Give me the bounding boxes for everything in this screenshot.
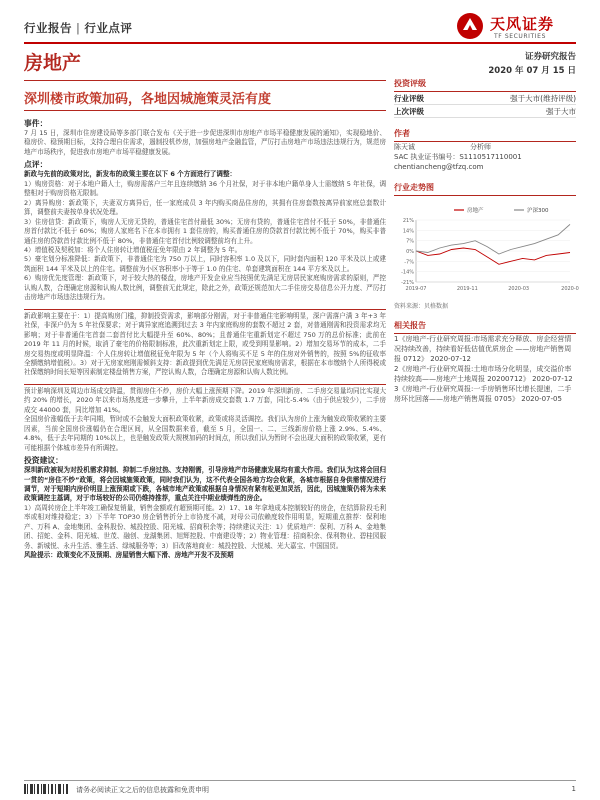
trend-heading: 行业走势图 <box>394 182 576 196</box>
x-tick-label: 2020-03 <box>508 286 530 292</box>
related-report-1[interactable]: 1《房地产-行业研究周报:市场需求充分释放、房企经营情况持续改善，持续看好低估值优质房企 ——房地产销售周报 0712》 2020-07-12 <box>394 335 572 363</box>
trend-chart-svg <box>394 202 579 297</box>
point-3: 3）住房信贷：新政策下，购房人无房无贷的，普通住宅首付最低 30%；无房有贷的，普通住宅首付不低于 50%，非普通住房首付款比不低于 60%；购房人家庭名下在本市拥有 1 套住房的，购买普通住房的贷款首付款比例不低于 70%，购买非普通住房的贷款首付款比例不低于 80%，非普通住宅首付比例较调整前均有上升。 <box>24 217 386 245</box>
prev-rating-value: 强于大市 <box>546 107 576 116</box>
logo-mark-icon <box>456 12 484 40</box>
series-line-2 <box>416 224 570 254</box>
event-paragraph: 7 月 15 日，深圳市住房建设局等多部门联合发布《关于进一步促进深圳市房地产市场平稳健康发展的通知》，实现稳地价、稳房价、稳预期目标，支持合理自住需求，遏制投机炒房，加强房地产金融监管，严厉打击房地产市场违法违规行为，规范房地产市场秩序，促进我市房地产市场平稳健康发展。 <box>24 129 386 156</box>
title-divider-top <box>24 80 386 81</box>
main-content <box>24 116 386 561</box>
investment-picks: 1）高周转房企上半年竣工确保复销量，销售金额或有超预期可能。2）17、18 年拿地成本控制较好的房企，在结算阶段毛利率或相对维持稳定；3）下半年 TOP30 房企销售折分上市协度不减，对母公司依赖度较作用明显，短期重点推荐：保利地产、万科 A、金地集团、金科股份、城投控股、阳光城、招商积余等；持续建议关注：1）优质地产：保利、万科 A、金地集团、招蛇、金科、阳光城、世茂、融创、龙湖集团、旭辉控股、中南建设等；2）物业管理：招商积余、保利物业、碧桂园服务、新城悦、永升生活、雅生活、绿城服务等；3）旧改落地商业：城投控股、大悦城、光大嘉宝、中国国贸。 <box>24 503 386 550</box>
comment-heading: 点评： <box>24 160 48 170</box>
point-1: 1）购房资格：对于本地户籍人士，购房需落户三年且连续缴纳 36 个月社保，对于非本地户籍单身人士需缴纳 5 年社保，调整相对于购房资格无限制。 <box>24 179 386 198</box>
breadcrumb-subcategory: 行业点评 <box>84 21 133 35</box>
y-tick-label: 0% <box>406 249 414 255</box>
impact-paragraph: 新政影响主要在于：1）提高购房门槛，抑制投资需求，影响部分刚需，对于非普通住宅影响明显，深户需落户满 3 年+3 年社保，非深户仍为 5 年社保要求；对于离异家庭追溯到过去 3 年内家庭购房的套数不超过 2 套，对普通刚需和投资需求均无影响；对于非普通住宅首套二套首付比大幅提升至 60%、80%；且普通住宅重新划定不超过 750 万的总价标准；此前在 2019 年 11 月的时候，取消了豪宅的价格限制标准，此次重新划定上限，或受到明显影响。2）增加交易环节的成本，二手房交易热度或明显降温：个人住房转让增值税征免年限为 5 年（个人将购买不足 5 年的住房对外销售的，按照 5%的征收率全额缴纳增值税）。3）对于无房家庭刚需倾斜支持：新政提到优先满足无房居民家庭购房需求，根据在本市缴纳个人所得税或社保缴纳时间长短等因素制定楼盘销售方案，严控认购人数，合理确定房源和认购人数比例。 <box>24 309 386 378</box>
industry-rating-value: 强于大市(维持评级) <box>510 94 576 103</box>
logo-text-en: TF SECURITIES <box>494 33 546 40</box>
analyst-name-row <box>394 142 576 152</box>
industry-title: 房地产 <box>24 52 82 74</box>
page-number: 1 <box>571 785 576 793</box>
x-tick-label: 2020-0 <box>561 286 579 292</box>
analyst-cert: SAC 执业证书编号：S1110517110001 <box>394 153 522 161</box>
y-tick-label: 14% <box>402 228 414 235</box>
analyst-role: 分析师 <box>470 143 491 151</box>
related-report-3[interactable]: 3《房地产-行业研究周报:一手房销售环比增长提速，二手房环比回落——房地产销售周报 0705》 2020-07-05 <box>394 385 572 403</box>
company-logo <box>446 12 576 44</box>
page-header <box>24 12 576 42</box>
industry-rating-label: 行业评级 <box>394 94 424 103</box>
logo-text-cn: 天风证券 <box>490 15 555 33</box>
breadcrumb-category: 行业报告 <box>24 21 72 35</box>
analyst-name: 陈天诚 <box>394 143 415 151</box>
report-type: 证券研究报告 <box>524 52 576 62</box>
x-tick-label: 2019-11 <box>456 286 478 292</box>
title-divider-bottom <box>24 110 386 111</box>
footer-divider <box>24 780 576 781</box>
disclaimer-notice: 请务必阅读正文之后的信息披露和免责申明 <box>76 786 209 794</box>
industry-rating-row <box>394 92 576 105</box>
point-5: 5）豪宅划分标准降低：新政策下，非普通住宅为 750 万以上，同时容积率 1.0 及以下，同时套内面积 120 平米及以上或建筑面积 144 平米及以上的住宅。调整前为小区容积率小于等于 1.0 的住宅、单套建筑面积在 144 平方米及以上。 <box>24 255 386 273</box>
author-heading: 作者 <box>394 128 576 142</box>
legend-label-1: 房地产 <box>467 208 484 214</box>
legend-label-2: 沪深300 <box>527 208 549 214</box>
barcode-icon <box>24 784 70 794</box>
related-heading: 相关报告 <box>394 320 576 334</box>
trend-chart <box>394 202 579 297</box>
y-tick-label: 7% <box>406 238 414 245</box>
y-tick-label: -14% <box>401 269 414 276</box>
y-tick-label: 21% <box>402 218 414 224</box>
prev-rating-label: 上次评级 <box>394 107 424 116</box>
risk-warning: 风险提示：政策变化不及预期、房屋销售大幅下滑、房地产开发不及预期 <box>24 551 234 560</box>
comment-intro: 新政与先前的政策对比，新发布的政策主要在以下 6 个方面进行了调整： <box>24 170 237 179</box>
y-tick-label: -7% <box>404 259 414 266</box>
report-date: 2020 年 07 月 15 日 <box>488 66 576 76</box>
point-2: 2）离异购房：新政策下，夫妻双方离异后，任一家庭成员 3 年内购买商品住房的，其拥有住房套数按离异前家庭总套数计算，调整前夫妻按单身状况处理。 <box>24 198 386 217</box>
investment-summary: 深圳新政被视为对投机需求抑制、抑制二手房过热、支持刚需，引导房地产市场健康发展均有重大作用。我们认为这将会回归一贯的“房住不炒”政策，将会因城施策政策，同时我们认为，这不代表全国各地方均会收紧，各城市根据自身供需情况进行调节，对于短期内房价明显上涨预期或下跌，各城市地产政策或根据自身情况有紧有松更加灵活，因此，因城施策仍将为未来政策调控主基调，对于市场较好的公司仍维持推荐，重点关注中期业绩弹性的房企。 <box>24 466 386 503</box>
point-6: 6）购房优先度管理：新政策下，对于较大热的楼盘，房地产开发企业应当按照优先满足无房居民家庭购房需求的原则，严控认购人数，合理确定房源和认购人数比例，调整前无此规定，除此之外，政策还规范加大二手住房交易信息公开力度、严厉打击房地产市场违法违规行为。 <box>24 274 386 302</box>
national-paragraph: 全国房价涨幅低于去年同期，暂时或不会触发大面积政策收紧，政策或将灵活调控。我们认为房价上涨为触发政策收紧的主要因素，当前全国房价涨幅仍在合理区间，从全国数据来看，截至 5 月，全国一、二、三线新房价格上涨 2.9%、5.4%、4.8%，低于去年同期的 10%以上，也是触发政策大规模加码的时间点，所以我们认为暂时不会出现大面积的政策收紧，更有可能根据个体城市差异有所调控。 <box>24 415 386 452</box>
chart-source: 资料来源：贝格数据 <box>394 303 449 310</box>
header-divider <box>24 42 576 44</box>
related-report-2[interactable]: 2《房地产-行业研究周报:土地市场分化明显，成交溢价率持续较高——房地产土地周报 20200712》 2020-07-12 <box>394 365 573 383</box>
x-tick-label: 2019-07 <box>405 286 427 292</box>
report-title: 深圳楼市政策加码，各地因城施策灵活有度 <box>24 92 272 107</box>
rating-heading: 投资评级 <box>394 78 576 92</box>
investment-heading: 投资建议： <box>24 456 63 466</box>
breadcrumb-separator: | <box>76 21 81 35</box>
point-4: 4）增值税及契税加：将个人住房转让增值税征免年限由 2 年调整为 5 年。 <box>24 245 242 254</box>
event-heading: 事件： <box>24 119 48 128</box>
sidebar <box>394 78 579 404</box>
breadcrumb <box>24 20 132 36</box>
analyst-email[interactable]: chentiancheng@tfzq.com <box>394 163 484 171</box>
y-tick-label: -21% <box>401 280 414 286</box>
prev-rating-row <box>394 105 576 118</box>
market-paragraph: 预计影响深圳及周边市场成交降温，贯彻房住不炒，房价大幅上涨预期下降。2019 年深圳新房、二手房交易量均同比实现大约 20% 的增长，2020 年以来市场热度进一步攀升，上半年新房成交套数 1.7 万套，同比-5.4%（由于供应较少），二手房成交 44000 套，同比增加 41%。 <box>24 384 386 415</box>
